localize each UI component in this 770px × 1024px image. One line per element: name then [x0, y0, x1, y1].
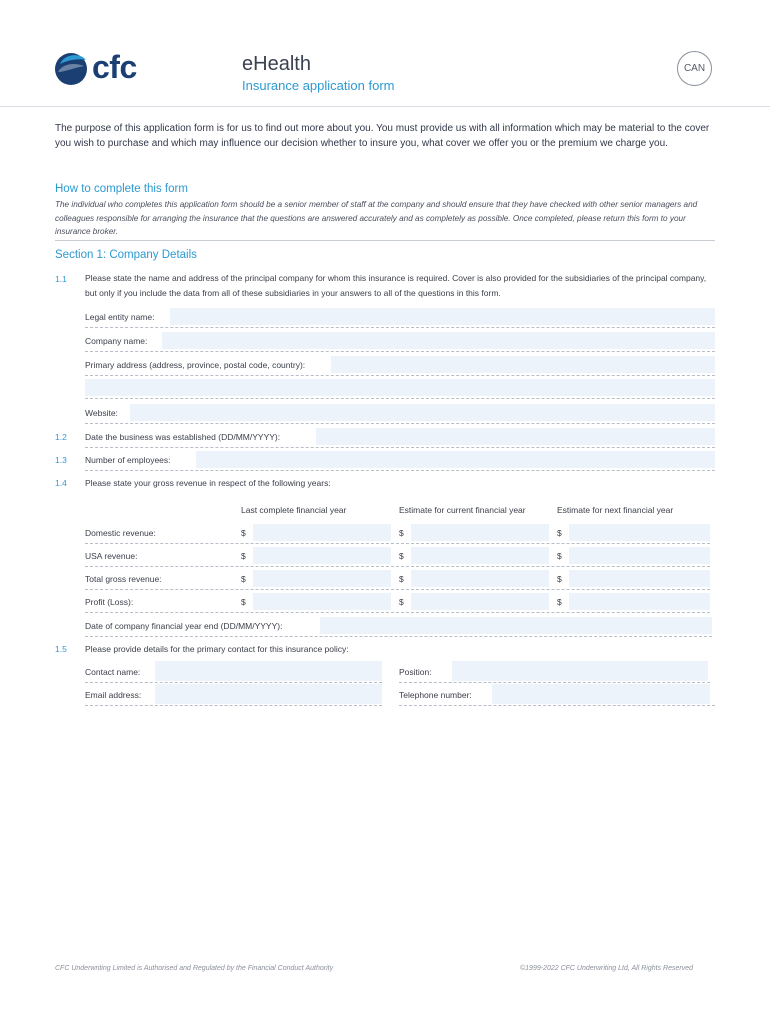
company-name-input[interactable] — [162, 332, 715, 349]
intro-paragraph: The purpose of this application form is for us to find out more about you. You must provide us with all information which may be material to the cover you wish to purchase and which may influence our decision whether to insure you, what cover we offer you or the premium we charge you. — [55, 123, 710, 149]
profit-loss-label: Profit (Loss): — [85, 597, 134, 607]
domestic-revenue-label: Domestic revenue: — [85, 528, 156, 538]
total-revenue-current-year-input[interactable] — [411, 570, 549, 587]
column-header-last-year: Last complete financial year — [241, 505, 347, 515]
divider — [85, 682, 382, 683]
currency-symbol: $ — [241, 597, 246, 607]
currency-symbol: $ — [557, 528, 562, 538]
question-number-1-1: 1.1 — [55, 274, 67, 284]
divider — [85, 705, 382, 706]
legal-entity-label: Legal entity name: — [85, 312, 155, 322]
currency-symbol: $ — [399, 597, 404, 607]
currency-symbol: $ — [241, 528, 246, 538]
year-end-label: Date of company financial year end (DD/MM/YYYY): — [85, 621, 283, 631]
position-label: Position: — [399, 667, 432, 677]
divider — [85, 636, 712, 637]
primary-address-label: Primary address (address, province, postal code, country): — [85, 360, 306, 370]
website-input[interactable] — [130, 404, 715, 421]
divider — [399, 682, 710, 683]
position-input[interactable] — [452, 661, 708, 681]
question-number-1-2: 1.2 — [55, 432, 67, 442]
column-header-current-year: Estimate for current financial year — [399, 505, 526, 515]
question-number-1-4: 1.4 — [55, 478, 67, 488]
currency-symbol: $ — [241, 574, 246, 584]
contact-name-input[interactable] — [155, 661, 382, 681]
divider — [85, 589, 710, 590]
domestic-revenue-current-year-input[interactable] — [411, 524, 549, 541]
usa-revenue-label: USA revenue: — [85, 551, 138, 561]
primary-address-input[interactable] — [331, 356, 715, 373]
divider — [85, 470, 715, 471]
currency-symbol: $ — [399, 574, 404, 584]
logo-text: cfc — [92, 49, 137, 85]
divider — [399, 705, 715, 706]
divider — [85, 423, 715, 424]
legal-entity-input[interactable] — [170, 308, 715, 325]
divider — [85, 543, 710, 544]
profit-loss-current-year-input[interactable] — [411, 593, 549, 610]
question-1-1-text: Please state the name and address of the principal company for whom this insurance is required. Cover is also provided for the subsidiaries of the principal company, but only if you include the data from all of these subsidiaries in your answers to all of the questions in this form. — [85, 273, 707, 298]
divider — [85, 447, 715, 448]
currency-symbol: $ — [399, 551, 404, 561]
divider — [85, 566, 710, 567]
telephone-input[interactable] — [492, 684, 710, 704]
date-established-label: Date the business was established (DD/MM/YYYY): — [85, 432, 281, 442]
divider — [85, 375, 715, 376]
currency-symbol: $ — [241, 551, 246, 561]
usa-revenue-next-year-input[interactable] — [569, 547, 710, 564]
cfc-logo-mark-icon — [54, 50, 90, 86]
cfc-logo — [54, 50, 150, 86]
currency-symbol: $ — [557, 597, 562, 607]
domestic-revenue-last-year-input[interactable] — [253, 524, 391, 541]
email-input[interactable] — [155, 684, 382, 704]
column-header-next-year: Estimate for next financial year — [557, 505, 674, 515]
total-revenue-label: Total gross revenue: — [85, 574, 162, 584]
how-to-text: The individual who completes this application form should be a senior member of staff at the company and should ensure that they have checked with other senior managers and colleagues responsible for arranging the insurance that the questions are answered accurately and as completely as possible. Once completed, please return this form to your insurance broker. — [55, 200, 698, 236]
question-number-1-5: 1.5 — [55, 644, 67, 654]
currency-symbol: $ — [557, 574, 562, 584]
total-revenue-next-year-input[interactable] — [569, 570, 710, 587]
employees-label: Number of employees: — [85, 455, 171, 465]
profit-loss-last-year-input[interactable] — [253, 593, 391, 610]
footer-copyright: ©1999-2022 CFC Underwriting Ltd, All Rights Reserved — [520, 965, 693, 972]
gross-revenue-label: Please state your gross revenue in respect of the following years: — [85, 478, 331, 488]
domestic-revenue-next-year-input[interactable] — [569, 524, 710, 541]
primary-address-input-line-2[interactable] — [85, 379, 715, 396]
date-established-input[interactable] — [316, 428, 715, 445]
page-header — [0, 0, 770, 107]
primary-contact-label: Please provide details for the primary contact for this insurance policy: — [85, 644, 349, 654]
total-revenue-last-year-input[interactable] — [253, 570, 391, 587]
usa-revenue-current-year-input[interactable] — [411, 547, 549, 564]
usa-revenue-last-year-input[interactable] — [253, 547, 391, 564]
form-subtitle: Insurance application form — [242, 78, 395, 93]
contact-name-label: Contact name: — [85, 667, 141, 677]
email-label: Email address: — [85, 690, 142, 700]
how-to-title: How to complete this form — [55, 183, 188, 195]
profit-loss-next-year-input[interactable] — [569, 593, 710, 610]
region-badge: CAN — [677, 51, 712, 86]
year-end-input[interactable] — [320, 617, 712, 634]
currency-symbol: $ — [557, 551, 562, 561]
currency-symbol: $ — [399, 528, 404, 538]
divider — [55, 240, 715, 241]
divider — [85, 351, 715, 352]
question-number-1-3: 1.3 — [55, 455, 67, 465]
section-1-title: Section 1: Company Details — [55, 249, 197, 261]
product-title: eHealth — [242, 53, 311, 75]
website-label: Website: — [85, 408, 118, 418]
divider — [85, 398, 715, 399]
divider — [85, 612, 710, 613]
telephone-label: Telephone number: — [399, 690, 472, 700]
footer-regulation-note: CFC Underwriting Limited is Authorised and Regulated by the Financial Conduct Authority — [55, 965, 334, 972]
employees-input[interactable] — [196, 451, 715, 468]
divider — [85, 327, 715, 328]
company-name-label: Company name: — [85, 336, 148, 346]
